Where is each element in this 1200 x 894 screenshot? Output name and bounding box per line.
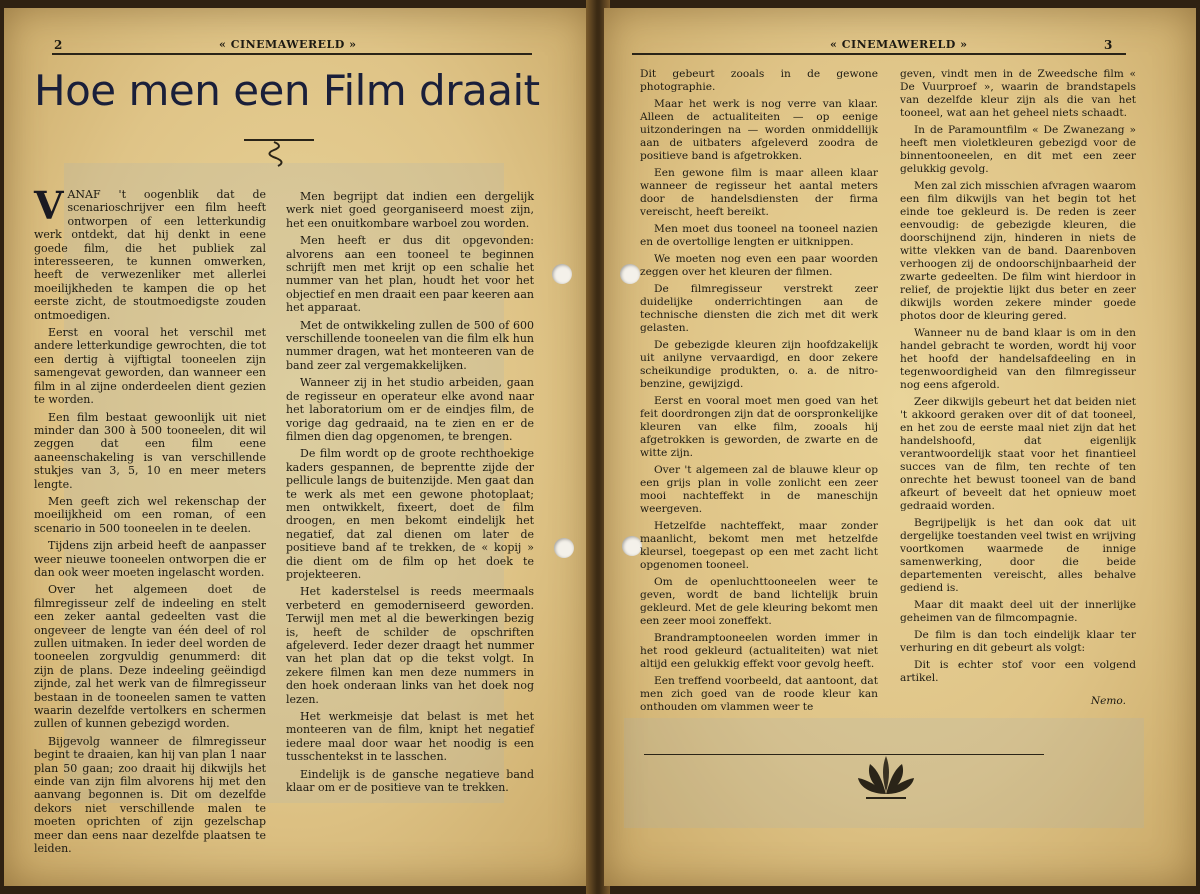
paragraph: Over het algemeen doet de filmregisseur zelf de indeeling en stelt een zeker aantal gedeelten vast die ongeveer de lengte van één deel of rol zullen uitmaken. In ieder deel worden de tooneelen zorgvuldig genummerd: dit zijn de plans. Deze indeeling geëindigd zijnde, zal het werk van de filmregisseur bestaan in de tooneelen samen te vatten waarin dezelfde vertolkers en schermen zullen of kunnen gebezigd worden. xyxy=(34,583,266,731)
binder-hole xyxy=(554,538,574,558)
paragraph: Maar het werk is nog verre van klaar. Alleen de actualiteiten — op eenige uitzonderingen na — worden onmiddellijk aan de uitbaters afgeleverd zoodra de positieve band is afgetrokken. xyxy=(640,98,878,162)
paragraph: Een treffend voorbeeld, dat aantoont, dat men zich goed van de roode kleur kan onthouden om vlammen weer te xyxy=(640,675,878,713)
paragraph: Wanneer zij in het studio arbeiden, gaan de regisseur en operateur elke avond naar het laboratorium om er de eindjes film, de vorige dag gedraaid, na te zien en er de filmen dien dag opgenomen, te brengen. xyxy=(286,376,534,443)
paragraph: Men zal zich misschien afvragen waarom een film dikwijls van het begin tot het einde toe gekleurd is. De reden is zeer eenvoudig: de gebezigde kleuren, die doorschijnend zijn, hinderen in niets de witte vlekken van de band. Daarenboven verhoogen zij de ondoorschijnbaarheid der zwarte gedeelten. De film wint hierdoor in relief, de projektie lijkt dus beter en zeer dikwijls worden zekere minder goede photos door de kleuring gered. xyxy=(900,180,1136,322)
paragraph: Om de openluchttooneelen weer te geven, wordt de band lichtelijk bruin gekleurd. Met de gele kleuring bekomt men een zeer mooi zoneffekt. xyxy=(640,576,878,627)
paragraph: Dit gebeurt zooals in de gewone photographie. xyxy=(640,68,878,93)
paragraph: Wanneer nu de band klaar is om in den handel gebracht te worden, wordt hij voor het hoofd der handelsafdeeling en in tegenwoordigheid van den filmregisseur nog eens afgerold. xyxy=(900,327,1136,391)
paragraph: Een film bestaat gewoonlijk uit niet minder dan 300 à 500 tooneelen, dit wil zeggen dat een film eene aaneenschakeling is van verschillende stukjes van 3, 5, 10 en meer meters lengte. xyxy=(34,410,266,491)
paragraph: Tijdens zijn arbeid heeft de aanpasser weer nieuwe tooneelen ontworpen die er dan ook weer moeten ingelascht worden. xyxy=(34,539,266,579)
paragraph: Men moet dus tooneel na tooneel nazien en de overtollige lengten er uitknippen. xyxy=(640,223,878,248)
right-column-1 xyxy=(640,68,878,718)
paragraph: Bijgevolg wanneer de filmregisseur begint te draaien, kan hij van plan 1 naar plan 50 gaan; zoo draait hij dikwijls het einde van zijn film alvorens hij met den aanvang begonnen is. Dit om dezelfde dekors niet verschillende malen te moeten oprichten of zijn gezelschap meer dan eens naar dezelfde plaatsen te leiden. xyxy=(34,734,266,856)
right-page-number: 3 xyxy=(1104,38,1113,52)
header-rule xyxy=(52,53,532,55)
paragraph: Eerst en vooral het verschil met andere letterkundige gewrochten, die tot een dertig à vijftigtal tooneelen zijn samengevat geworden, dan wanneer een film in al zijne onderdeelen dient gezien te worden. xyxy=(34,326,266,407)
paragraph: Met de ontwikkeling zullen de 500 of 600 verschillende tooneelen van die film elk hun nummer dragen, wat het monteeren van de band zeer zal vergemakkelijken. xyxy=(286,318,534,372)
paragraph: Over 't algemeen zal de blauwe kleur op een grijs plan in volle zonlicht een zeer mooi nachteffekt in de maneschijn weergeven. xyxy=(640,464,878,515)
paragraph: Zeer dikwijls gebeurt het dat beiden niet 't akkoord geraken over dit of dat tooneel, en het zou de eerste maal niet zijn dat het handelshoofd, dat eigenlijk verantwoordelijk staat voor het finantieel succes van de film, ten rechte of ten onrechte het bewust tooneel van de band afkeurt of beveelt dat het opnieuw moet gedraaid worden. xyxy=(900,396,1136,512)
left-running-head: « CINEMAWERELD » xyxy=(219,38,357,51)
paragraph: VANAF 't oogenblik dat de scenarioschrijver een film heeft ontworpen of een letterkundig werk ontdekt, dat hij denkt in eene goede film, die het publiek zal interesseeren, te kunnen omwerken, heeft de verwezenliker met allerlei moeilijkheden te kampen die op het eerste zicht, de stoutmoedigste zouden ontmoedigen. xyxy=(34,183,266,322)
binder-hole xyxy=(622,536,642,556)
header-rule xyxy=(632,53,1126,55)
left-column-2 xyxy=(286,190,534,798)
end-rule xyxy=(644,754,1044,755)
paragraph: Men geeft zich wel rekenschap der moeilijkheid om een roman, of een scenario in 500 tooneelen in te deelen. xyxy=(34,494,266,535)
paragraph: Een gewone film is maar alleen klaar wanneer de regisseur het aantal meters door de handelsdiensten der firma vereischt, heeft bereikt. xyxy=(640,167,878,218)
paragraph: Hetzelfde nachteffekt, maar zonder maanlicht, bekomt men met hetzelfde kleursel, toegepast op een met zacht licht opgenomen tooneel. xyxy=(640,520,878,571)
article-title: Hoe men een Film draait xyxy=(34,66,540,115)
binder-hole xyxy=(552,264,572,284)
paragraph: De gebezigde kleuren zijn hoofdzakelijk uit anilyne vervaardigd, en door zekere scheikundige produkten, o. a. de nitro-benzine, gewijzigd. xyxy=(640,339,878,390)
paragraph: geven, vindt men in de Zweedsche film « De Vuurproef », waarin de brandstapels van dezelfde kleur zijn als die van het tooneel, wat aan het geheel niets schaadt. xyxy=(900,68,1136,119)
paragraph: De film is dan toch eindelijk klaar ter verhuring en dit gebeurt als volgt: xyxy=(900,629,1136,654)
paragraph: Het kaderstelsel is reeds meermaals verbeterd en gemoderniseerd geworden. Terwijl men met al die bewerkingen bezig is, heeft de schilder de opschriften afgeleverd. Ieder dezer draagt het nummer van het plan dat op die tekst volgt. In zekere filmen kan men deze nummers in den hoek onderaan links van het doek nog lezen. xyxy=(286,585,534,706)
paragraph: In de Paramountfilm « De Zwanezang » heeft men violetkleuren gebezigd voor de binnentooneelen, en dit met een zeer gelukkig gevolg. xyxy=(900,124,1136,175)
paragraph: Men begrijpt dat indien een dergelijk werk niet goed georganiseerd moest zijn, het een onuitkombare warboel zou worden. xyxy=(286,190,534,230)
drop-cap: V xyxy=(34,183,64,228)
paragraph: Het werkmeisje dat belast is met het monteeren van de film, knipt het negatief iedere maal door waar het noodig is een tusschentekst in te lasschen. xyxy=(286,710,534,764)
paragraph: Brandramptooneelen worden immer in het rood gekleurd (actualiteiten) wat niet altijd een gelukkig effekt voor gevolg heeft. xyxy=(640,632,878,670)
paragraph: De filmregisseur verstrekt zeer duidelijke onderrichtingen aan de technische diensten die zich met dit werk gelasten. xyxy=(640,283,878,334)
paragraph: Eindelijk is de gansche negatieve band klaar om er de positieve van te trekken. xyxy=(286,767,534,795)
binder-hole xyxy=(620,264,640,284)
right-running-head: « CINEMAWERELD » xyxy=(830,38,968,51)
right-column-2 xyxy=(900,68,1136,708)
left-page-number: 2 xyxy=(54,38,63,52)
left-column-1 xyxy=(34,183,266,860)
paragraph: Dit is echter stof voor een volgend artikel. xyxy=(900,659,1136,684)
paragraph: Begrijpelijk is het dan ook dat uit dergelijke toestanden veel twist en wrijving voortkomen waarmede de innige samenwerking, door die beide departementen vereischt, alles behalve gediend is. xyxy=(900,517,1136,594)
author-signature: Nemo. xyxy=(1090,695,1126,707)
title-ornament-icon xyxy=(244,132,314,168)
floral-ornament-icon xyxy=(856,754,916,800)
paragraph: We moeten nog even een paar woorden zeggen over het kleuren der filmen. xyxy=(640,253,878,278)
paragraph: De film wordt op de groote rechthoekige kaders gespannen, de beprentte zijde der pellicule langs de buitenzijde. Men gaat dan te werk als met een gewone photoplaat; men ontwikkelt, fixeert, doet de film droogen, en men bekomt eindelijk het negatief, dat zal dienen om later de positieve band af te trekken, de « kopij » die dient om de film op het doek te projekteeren. xyxy=(286,447,534,581)
paragraph: Eerst en vooral moet men goed van het feit doordrongen zijn dat de oorspronkelijke kleuren van elke film, zooals hij afgetrokken is geworden, de zwarte en de witte zijn. xyxy=(640,395,878,459)
left-page xyxy=(4,8,592,886)
paragraph: Men heeft er dus dit opgevonden: alvorens aan een tooneel te beginnen schrijft men met krijt op een schalie het nummer van het plan, houdt het voor het objectief en men draait een paar keeren aan het apparaat. xyxy=(286,234,534,315)
paragraph: Maar dit maakt deel uit der innerlijke geheimen van de filmcompagnie. xyxy=(900,599,1136,624)
